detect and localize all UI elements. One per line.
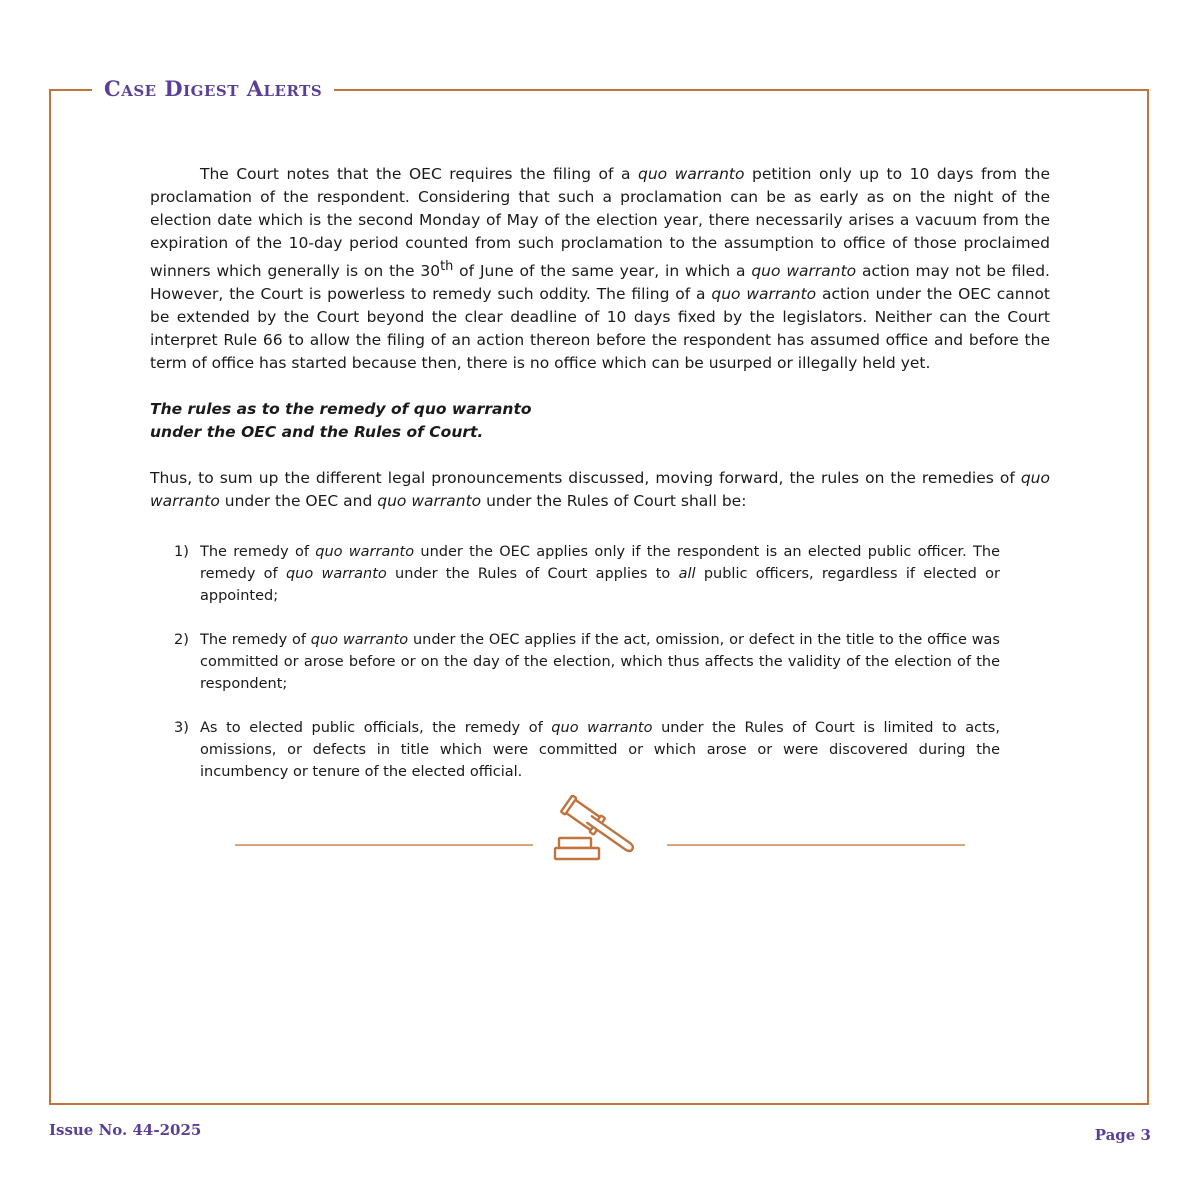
text-span: of June of the same year, in which a bbox=[453, 262, 752, 281]
text-span: public officers, regardless if elected or appointed; bbox=[200, 566, 1000, 605]
text-span: under the OEC and bbox=[219, 492, 378, 511]
text-span: action may not be filed. However, the Court is powerless to remedy such oddity. The filing of a bbox=[150, 262, 1050, 304]
list-number: 1) bbox=[174, 544, 189, 561]
header-title: Case Digest Alerts bbox=[92, 74, 334, 104]
text-span: Thus, to sum up the different legal pronouncements discussed, moving forward, the rules on the remedies of bbox=[150, 469, 1021, 488]
text-span: under the OEC applies if the act, omission, or defect in the title to the office was committed or arose before or on the day of the election, which thus affects the validity of the election of the respondent; bbox=[200, 632, 1000, 693]
superscript: th bbox=[440, 259, 454, 274]
spacer bbox=[150, 375, 1050, 398]
text-span: under the Rules of Court shall be: bbox=[481, 492, 747, 511]
paragraph-1 bbox=[150, 163, 1050, 375]
spacer bbox=[150, 444, 1050, 467]
text-span: action under the OEC cannot be extended by the Court beyond the clear deadline of 10 days fixed by the legislators. Neither can the Court interpret Rule 66 to allow the filing of an action thereon before the respondent has assumed office and before the term of office has started because then, there is no office which can be usurped or illegally held yet. bbox=[150, 285, 1050, 373]
text-span: As to elected public officials, the remedy of bbox=[200, 720, 552, 737]
italic-term: quo warranto bbox=[551, 720, 653, 737]
divider-line-left bbox=[235, 844, 533, 846]
list-item bbox=[174, 629, 1000, 695]
list-item bbox=[174, 541, 1000, 607]
italic-term: quo warranto bbox=[285, 566, 387, 583]
italic-term: quo warranto bbox=[150, 469, 1050, 511]
heading-line-2: under the OEC and the Rules of Court. bbox=[150, 423, 484, 442]
italic-term: quo warranto bbox=[711, 285, 817, 304]
paragraph-2 bbox=[150, 467, 1050, 513]
italic-term: quo warranto bbox=[315, 544, 415, 561]
section-heading bbox=[150, 398, 1050, 444]
italic-term: quo warranto bbox=[310, 632, 409, 649]
text-span: The remedy of bbox=[200, 632, 311, 649]
italic-term: all bbox=[678, 566, 696, 583]
text-span: under the Rules of Court applies to bbox=[386, 566, 679, 583]
list-number: 3) bbox=[174, 720, 189, 737]
page-number: Page 3 bbox=[1094, 1126, 1151, 1144]
text-span: under the Rules of Court is limited to acts, omissions, or defects in title which were committed or which arose or were discovered during the incumbency or tenure of the elected official. bbox=[200, 720, 1000, 781]
text-span: The Court notes that the OEC requires the filing of a bbox=[200, 165, 639, 183]
italic-term: quo warranto bbox=[751, 262, 857, 281]
gavel-icon bbox=[553, 795, 645, 865]
article-body bbox=[150, 163, 1050, 805]
text-span: petition only up to 10 days from the proclamation of the respondent. Considering that such a proclamation can be as early as on the night of the election date which is the second Monday of May of the election year, there necessarily arises a vacuum from the expiration of the 10-day period counted from such proclamation to the assumption to office of those proclaimed winners which generally is on the 30 bbox=[150, 165, 1050, 281]
list-number: 2) bbox=[174, 632, 189, 649]
text-span: under the OEC applies only if the respondent is an elected public officer. The remedy of bbox=[200, 544, 1000, 583]
rules-list bbox=[150, 541, 1050, 783]
divider-line-right bbox=[667, 844, 965, 846]
list-item bbox=[174, 717, 1000, 783]
italic-term: quo warranto bbox=[638, 165, 745, 183]
text-span: The remedy of bbox=[200, 544, 316, 561]
italic-term: quo warranto bbox=[377, 492, 482, 511]
heading-line-1: The rules as to the remedy of quo warranto bbox=[150, 400, 532, 419]
issue-number: Issue No. 44-2025 bbox=[49, 1121, 202, 1139]
